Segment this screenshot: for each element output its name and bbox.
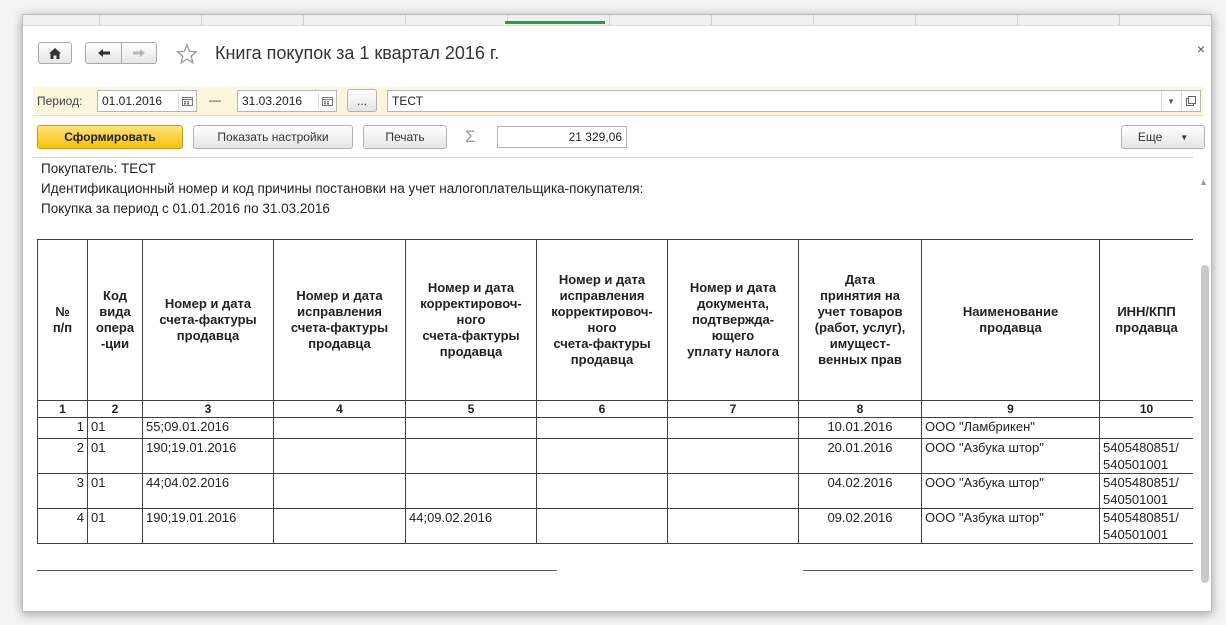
scroll-up-icon[interactable]: ▲ xyxy=(1199,177,1208,187)
table-row[interactable] xyxy=(38,474,1194,509)
tab-strip xyxy=(23,15,1211,26)
generate-button[interactable]: Сформировать xyxy=(37,125,183,149)
cell-inn: 5405480851/ 540501001 xyxy=(1100,509,1194,544)
forward-button[interactable] xyxy=(121,42,157,64)
organization-field[interactable] xyxy=(387,90,1201,112)
cell-payment xyxy=(668,418,799,439)
cell-payment xyxy=(668,439,799,474)
cell-corr-fix xyxy=(537,474,668,509)
chevron-down-icon: ▼ xyxy=(1180,132,1189,142)
cell-code: 01 xyxy=(88,418,143,439)
cell-fix xyxy=(274,509,406,544)
cell-invoice: 190;19.01.2016 xyxy=(143,439,274,474)
cell-code: 01 xyxy=(88,509,143,544)
arrow-left-icon xyxy=(97,48,111,58)
column-header: № п/п xyxy=(38,240,88,401)
column-number: 1 xyxy=(38,401,88,418)
column-number: 3 xyxy=(143,401,274,418)
column-header: ИНН/КПП продавца xyxy=(1100,240,1194,401)
table-header-row xyxy=(38,240,1194,401)
column-number: 5 xyxy=(406,401,537,418)
column-header: Наименование продавца xyxy=(922,240,1100,401)
sum-value: 21 329,06 xyxy=(568,130,622,144)
cell-n: 1 xyxy=(38,418,88,439)
column-number: 2 xyxy=(88,401,143,418)
period-label: Период: xyxy=(37,94,83,108)
cell-accept-date: 09.02.2016 xyxy=(799,509,922,544)
column-numbers-row xyxy=(38,401,1194,418)
cell-accept-date: 20.01.2016 xyxy=(799,439,922,474)
organization-value: ТЕСТ xyxy=(392,94,423,108)
cell-seller: ООО "Азбука штор" xyxy=(922,509,1100,544)
cell-corr xyxy=(406,439,537,474)
report-area xyxy=(33,157,1193,610)
date-to-value: 31.03.2016 xyxy=(242,94,303,108)
column-number: 8 xyxy=(799,401,922,418)
period-line: Покупка за период с 01.01.2016 по 31.03.2016 xyxy=(41,201,330,216)
signature-line-right xyxy=(803,570,1193,571)
date-from-value: 01.01.2016 xyxy=(102,94,163,108)
star-icon xyxy=(176,43,198,65)
cell-corr: 44;09.02.2016 xyxy=(406,509,537,544)
column-header: Номер и дата счета-фактуры продавца xyxy=(143,240,274,401)
more-label: Еще xyxy=(1137,130,1163,144)
cell-accept-date: 10.01.2016 xyxy=(799,418,922,439)
cell-corr xyxy=(406,474,537,509)
sum-field xyxy=(497,126,627,148)
choose-period-button[interactable]: ... xyxy=(347,89,377,112)
back-button[interactable] xyxy=(85,42,122,64)
cell-seller: ООО "Азбука штор" xyxy=(922,439,1100,474)
cell-seller: ООО "Ламбрикен" xyxy=(922,418,1100,439)
report-window xyxy=(22,14,1212,612)
column-header: Номер и дата исправления корректировоч- ного счета-фактуры продавца xyxy=(537,240,668,401)
page-title: Книга покупок за 1 квартал 2016 г. xyxy=(215,43,500,63)
vertical-scrollbar[interactable] xyxy=(1201,265,1209,583)
cell-n: 4 xyxy=(38,509,88,544)
favorite-button[interactable] xyxy=(176,43,198,65)
column-number: 6 xyxy=(537,401,668,418)
cell-invoice: 44;04.02.2016 xyxy=(143,474,274,509)
cell-code: 01 xyxy=(88,474,143,509)
sum-icon: Σ xyxy=(465,127,476,146)
cell-corr xyxy=(406,418,537,439)
cell-code: 01 xyxy=(88,439,143,474)
cell-n: 3 xyxy=(38,474,88,509)
column-number: 9 xyxy=(922,401,1100,418)
open-icon[interactable] xyxy=(1181,91,1200,111)
home-icon xyxy=(48,47,62,60)
cell-fix xyxy=(274,474,406,509)
dropdown-icon[interactable]: ▼ xyxy=(1161,91,1180,111)
column-header: Номер и дата документа, подтвержда- ющего уплату налога xyxy=(668,240,799,401)
cell-corr-fix xyxy=(537,418,668,439)
cell-inn: 5405480851/ 540501001 xyxy=(1100,474,1194,509)
cell-n: 2 xyxy=(38,439,88,474)
cell-invoice: 190;19.01.2016 xyxy=(143,509,274,544)
column-header: Дата принятия на учет товаров (работ, услуг), имущест- венных прав xyxy=(799,240,922,401)
date-from-field[interactable] xyxy=(97,90,197,112)
print-button[interactable]: Печать xyxy=(363,125,447,149)
cell-corr-fix xyxy=(537,439,668,474)
cell-accept-date: 04.02.2016 xyxy=(799,474,922,509)
calendar-icon[interactable] xyxy=(318,93,335,109)
cell-payment xyxy=(668,474,799,509)
close-icon[interactable]: × xyxy=(1196,41,1205,57)
cell-fix xyxy=(274,439,406,474)
more-button[interactable] xyxy=(1121,125,1205,149)
cell-fix xyxy=(274,418,406,439)
active-tab-indicator xyxy=(505,21,605,24)
signature-line-left xyxy=(37,570,557,571)
buyer-line: Покупатель: ТЕСТ xyxy=(41,161,156,176)
cell-inn xyxy=(1100,418,1194,439)
table-row[interactable] xyxy=(38,439,1194,474)
period-separator: — xyxy=(209,93,221,107)
column-number: 7 xyxy=(668,401,799,418)
column-header: Номер и дата корректировоч- ного счета-фактуры продавца xyxy=(406,240,537,401)
table-row[interactable] xyxy=(38,509,1194,544)
inn-line: Идентификационный номер и код причины постановки на учет налогоплательщика-покупателя: xyxy=(41,181,644,196)
cell-payment xyxy=(668,509,799,544)
show-settings-button[interactable]: Показать настройки xyxy=(193,125,353,149)
column-header: Код вида опера -ции xyxy=(88,240,143,401)
cell-invoice: 55;09.01.2016 xyxy=(143,418,274,439)
period-bar xyxy=(33,87,1203,116)
column-header: Номер и дата исправления счета-фактуры продавца xyxy=(274,240,406,401)
date-to-field[interactable] xyxy=(237,90,337,112)
column-number: 10 xyxy=(1100,401,1194,418)
home-button[interactable] xyxy=(38,42,72,64)
column-number: 4 xyxy=(274,401,406,418)
calendar-icon[interactable] xyxy=(178,93,195,109)
table-row[interactable] xyxy=(38,418,1194,439)
cell-inn: 5405480851/ 540501001 xyxy=(1100,439,1194,474)
cell-seller: ООО "Азбука штор" xyxy=(922,474,1100,509)
purchase-book-table xyxy=(37,239,1193,544)
arrow-right-icon xyxy=(132,48,146,58)
cell-corr-fix xyxy=(537,509,668,544)
